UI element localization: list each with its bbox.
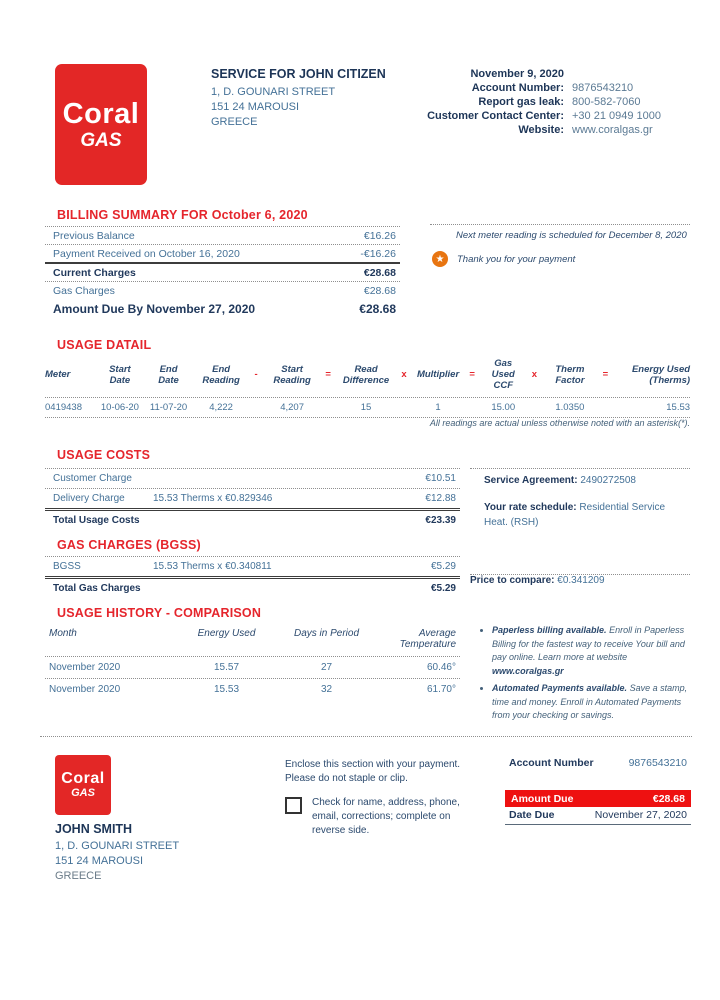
meter-value: 0419438 [45, 402, 82, 413]
total-value: €5.29 [430, 583, 456, 594]
total-row [45, 576, 460, 598]
amount-due-value: €28.68 [359, 301, 396, 316]
table-row [45, 281, 400, 299]
col-header: Days in Period [293, 628, 360, 639]
row-detail: 15.53 Therms x €0.340811 [153, 561, 272, 572]
operator-minus: - [254, 369, 258, 380]
logo-sub-text: GAS [71, 787, 95, 799]
col-header: End Date [158, 363, 179, 386]
account-number-value: 9876543210 [572, 82, 634, 94]
col-header: Therm Factor [555, 363, 585, 386]
bullet-text: Enroll in Paperless Billing for the fastest way to receive Your bill and pay online. Learn more at website [492, 625, 685, 662]
operator-equals: = [325, 369, 331, 380]
tear-off-line [40, 736, 692, 737]
coral-gas-logo-small [55, 755, 111, 815]
total-value: €23.39 [425, 515, 456, 526]
days-value: 27 [320, 662, 333, 673]
logo-brand-text: Coral [61, 770, 105, 787]
readings-footnote: All readings are actual unless otherwise noted with an asterisk(*). [429, 418, 690, 428]
therm-factor-value: 1.0350 [555, 402, 585, 413]
list-item [492, 624, 692, 678]
amount-due-bar [505, 790, 691, 807]
energy-value: 15.53 [213, 684, 240, 695]
amount-due-value: €28.68 [652, 792, 685, 805]
logo-sub-text: GAS [80, 129, 122, 151]
end-date-value: 11-07-20 [149, 402, 188, 413]
row-label: BGSS [53, 561, 81, 572]
stub-payment-summary [505, 757, 691, 825]
usage-history-title: USAGE HISTORY - COMPARISON [57, 606, 262, 620]
price-to-compare-row [470, 575, 690, 586]
service-agreement-row [470, 469, 690, 486]
service-address-block [211, 67, 386, 130]
stub-address-line: 151 24 MAROUSI [55, 855, 144, 867]
operator-equals: = [602, 369, 609, 380]
thank-you-row [430, 251, 690, 267]
star-icon: ★ [432, 251, 448, 267]
usage-history-header-row [45, 626, 460, 656]
col-header: Start Date [109, 363, 131, 386]
total-label: Total Gas Charges [53, 583, 141, 594]
row-label: Previous Balance [53, 229, 135, 242]
table-row [45, 262, 400, 281]
price-to-compare-label: Price to compare: [470, 575, 555, 586]
bullet-text: Save a stamp, time and money. Enroll in Automated Payments from your checking or savings. [492, 683, 688, 720]
billing-summary-title: BILLING SUMMARY FOR October 6, 2020 [57, 208, 308, 222]
start-date-value: 10-06-20 [100, 402, 139, 413]
table-row [45, 678, 460, 700]
contact-center-value: +30 21 0949 1000 [572, 110, 662, 122]
usage-costs-table [45, 468, 460, 530]
price-to-compare-value: €0.341209 [557, 575, 605, 586]
list-item [492, 682, 692, 723]
thank-you-note: Thank you for your payment [457, 253, 576, 265]
col-header: Energy Used [197, 628, 256, 639]
end-reading-value: 4,222 [209, 402, 233, 413]
month-value: November 2020 [49, 662, 121, 673]
row-value: €16.26 [363, 229, 396, 242]
bill-date: November 9, 2020 [470, 68, 564, 80]
date-due-value: November 27, 2020 [594, 809, 687, 821]
gas-charges-table [45, 556, 460, 598]
col-header: Gas Used CCF [491, 358, 515, 391]
billing-summary-table [45, 226, 400, 318]
multiplier-value: 1 [435, 402, 441, 413]
usage-detail-table [45, 358, 690, 418]
row-detail: 15.53 Therms x €0.829346 [153, 493, 273, 504]
amount-due-row [45, 299, 400, 318]
row-value: €28.68 [363, 266, 396, 279]
row-label: Current Charges [53, 266, 136, 279]
website-label: Website: [518, 124, 564, 136]
operator-equals: = [469, 369, 475, 380]
amount-due-label: Amount Due By November 27, 2020 [53, 301, 256, 316]
date-due-row [505, 807, 691, 825]
service-address-line: 1, D. GOUNARI STREET [211, 86, 336, 98]
service-address-line: GREECE [211, 116, 258, 128]
contact-center-label: Customer Contact Center: [427, 110, 564, 122]
amount-due-label: Amount Due [511, 792, 574, 805]
rate-schedule-value: Residential Service Heat. (RSH) [484, 502, 666, 528]
gas-charges-title: GAS CHARGES (BGSS) [57, 538, 201, 552]
gas-used-value: 15.00 [491, 402, 516, 413]
start-reading-value: 4,207 [280, 402, 304, 413]
service-agreement-block [470, 468, 690, 530]
table-row [45, 468, 460, 488]
customer-name: JOHN SMITH [55, 822, 133, 836]
row-label: Payment Received on October 16, 2020 [53, 247, 240, 260]
total-label: Total Usage Costs [53, 515, 140, 526]
gas-leak-value: 800-582-7060 [572, 96, 641, 108]
col-header: Energy Used (Therms) [631, 363, 691, 386]
usage-detail-title: USAGE DATAIL [57, 338, 152, 352]
logo-brand-text: Coral [62, 97, 140, 130]
corrections-checkbox[interactable] [285, 797, 302, 814]
account-number-label: Account Number: [471, 82, 564, 94]
enclose-text: Enclose this section with your payment. Please do not staple or clip. [285, 759, 461, 784]
coral-gas-logo [55, 64, 147, 185]
rate-schedule-row [470, 494, 690, 530]
row-value: €5.29 [430, 561, 456, 572]
service-agreement-label: Service Agreement: [484, 475, 578, 486]
usage-detail-header-row [45, 358, 690, 397]
account-info-block [427, 68, 690, 136]
table-row [45, 244, 400, 262]
account-number-value: 9876543210 [628, 757, 687, 769]
stub-account-row [505, 757, 691, 769]
row-value: €10.51 [425, 473, 456, 484]
date-due-label: Date Due [509, 809, 555, 821]
usage-costs-title: USAGE COSTS [57, 448, 151, 462]
col-header: Multiplier [416, 369, 460, 380]
service-for-title: SERVICE FOR JOHN CITIZEN [211, 67, 386, 81]
billing-notes [430, 224, 690, 267]
service-agreement-value: 2490272508 [580, 475, 636, 486]
table-row [45, 556, 460, 576]
stub-instructions [285, 758, 480, 838]
energy-value: 15.57 [213, 662, 240, 673]
table-row [45, 226, 400, 244]
website-link: www.coralgas.gr [492, 665, 564, 676]
col-header: Start Reading [273, 363, 311, 386]
temperature-value: 60.46° [426, 662, 456, 673]
operator-times: x [531, 369, 538, 380]
row-value: -€16.26 [360, 247, 396, 260]
col-header: End Reading [202, 363, 240, 386]
bullet-lead: Automated Payments available. [492, 683, 628, 693]
table-row [45, 488, 460, 508]
row-value: €28.68 [363, 284, 396, 297]
row-value: €12.88 [425, 493, 456, 504]
service-address-line: 151 24 MAROUSI [211, 101, 300, 113]
corrections-text: Check for name, address, phone, email, corrections; complete on reverse side. [312, 797, 460, 836]
row-label: Customer Charge [53, 473, 132, 484]
usage-detail-data-row [45, 397, 690, 418]
corrections-row [285, 796, 480, 838]
stub-address-line: 1, D. GOUNARI STREET [55, 840, 180, 852]
next-reading-note: Next meter reading is scheduled for December 8, 2020 [456, 230, 687, 241]
table-row [45, 656, 460, 678]
col-header: Average Temperature [399, 628, 456, 650]
row-label: Delivery Charge [53, 493, 125, 504]
energy-used-value: 15.53 [666, 402, 691, 413]
month-value: November 2020 [49, 684, 121, 695]
website-value: www.coralgas.gr [572, 124, 653, 136]
operator-times: x [401, 369, 407, 380]
col-header: Meter [45, 369, 71, 380]
total-row [45, 508, 460, 530]
days-value: 32 [320, 684, 333, 695]
temperature-value: 61.70° [426, 684, 456, 695]
read-difference-value: 15 [360, 402, 372, 413]
row-label: Gas Charges [53, 284, 115, 297]
info-bullets [478, 624, 692, 727]
rate-schedule-label: Your rate schedule: [484, 502, 577, 513]
stub-mailing-address [55, 822, 179, 884]
stub-address-line: GREECE [55, 870, 102, 882]
gas-leak-label: Report gas leak: [478, 96, 564, 108]
usage-history-table [45, 626, 460, 700]
bullet-lead: Paperless billing available. [492, 625, 607, 635]
col-header: Read Difference [342, 363, 390, 386]
price-to-compare-block [470, 574, 690, 586]
col-header: Month [49, 628, 77, 639]
account-number-label: Account Number [509, 757, 594, 769]
